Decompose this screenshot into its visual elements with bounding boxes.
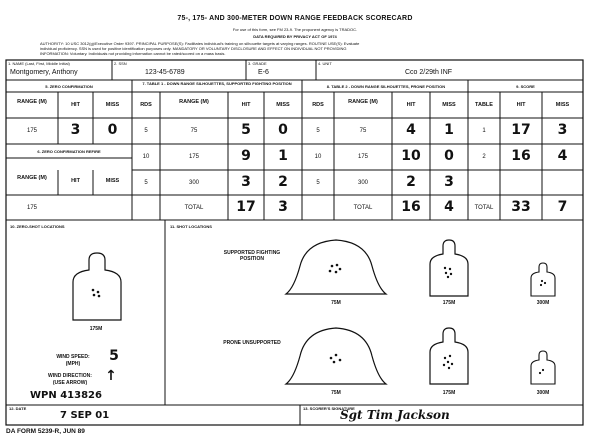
privacy-title: DATA REQUIRED BY PRIVACY ACT OF 1974 xyxy=(253,34,337,39)
use-line: For use of this form, see FM 23-9. The proponent agency is TRADOC. xyxy=(232,27,358,32)
s7-row-3-hit[interactable]: 3 xyxy=(241,174,251,190)
ssn-field[interactable]: 123-45-6789 xyxy=(145,69,185,76)
s5-range-value: 175 xyxy=(26,128,37,134)
s8-row-3-range: 300 xyxy=(357,180,368,186)
s7-row-1-hit[interactable]: 5 xyxy=(241,122,251,138)
privacy-text-2: individual proficiency. SSN is used for positive identification purposes only. MANDATORY OR VOLUNTARY DISCLOSURE AND EFFECT ON INDIVIDUAL NOT PROVIDING xyxy=(40,46,347,51)
wind-direction-arrow[interactable]: ↑ xyxy=(105,368,117,384)
s8-row-2-rds: 10 xyxy=(314,154,322,160)
s7-col-rds: RDS xyxy=(140,102,152,108)
signature-label: 13. SCORER'S SIGNATURE xyxy=(303,406,355,411)
s8-row-3-miss[interactable]: 3 xyxy=(444,174,454,190)
s8-row-3-hit[interactable]: 2 xyxy=(406,174,416,190)
wind-speed-unit: (MPH) xyxy=(65,361,81,367)
wind-direction-sub: (USE ARROW) xyxy=(52,380,88,386)
s9-row-2-table: 2 xyxy=(482,154,486,160)
supported-position-label: SUPPORTED FIGHTING POSITION xyxy=(223,250,281,262)
date-field[interactable]: 7 SEP 01 xyxy=(60,410,110,421)
s8-row-2-miss[interactable]: 0 xyxy=(444,148,454,164)
section-10-label: 10. ZERO-SHOT LOCATIONS xyxy=(10,224,65,229)
weapon-note: WPN 413826 xyxy=(30,390,102,401)
target-300m-supported[interactable] xyxy=(528,262,558,298)
s7-row-3-range: 300 xyxy=(188,180,199,186)
s7-col-range: RANGE (M) xyxy=(179,99,209,105)
s5-col-miss: MISS xyxy=(105,102,120,108)
s9-total-label: TOTAL xyxy=(474,205,494,211)
prone-300m-label: 300M xyxy=(536,390,550,396)
s8-total-hit[interactable]: 16 xyxy=(401,199,421,215)
date-label: 12. DATE xyxy=(9,406,27,411)
section-7-label: 7. TABLE 1 - DOWN RANGE SILHOUETTES, SUPPORTED FIGHTING POSITION xyxy=(142,81,292,86)
s8-row-1-hit[interactable]: 4 xyxy=(406,122,416,138)
s8-row-1-range: 75 xyxy=(359,128,367,134)
grade-label: 3. GRADE xyxy=(248,61,267,66)
s7-total-label: TOTAL xyxy=(184,205,204,211)
supported-300m-label: 300M xyxy=(536,300,550,306)
s7-row-2-range: 175 xyxy=(188,154,199,160)
supported-175m-label: 175M xyxy=(442,300,456,306)
privacy-text-3: INFORMATION: Voluntary. Individuals not providing information cannot be rated/scored on a mass basis. xyxy=(40,51,226,56)
section-6-label: 6. ZERO CONFIRMATION REFIRE xyxy=(37,149,101,154)
s5-col-range: RANGE (M) xyxy=(17,99,47,105)
s7-total-miss[interactable]: 3 xyxy=(278,199,288,215)
name-field[interactable]: Montgomery, Anthony xyxy=(10,69,78,76)
s5-miss-field[interactable]: 0 xyxy=(107,122,118,138)
s9-row-1-table: 1 xyxy=(482,128,486,134)
s7-row-2-hit[interactable]: 9 xyxy=(241,148,251,164)
s9-row-2-hit[interactable]: 16 xyxy=(511,148,531,164)
s8-row-2-range: 175 xyxy=(357,154,368,160)
s8-col-hit: HIT xyxy=(406,102,416,108)
s6-range-value: 175 xyxy=(26,205,37,211)
privacy-text-1: AUTHORITY: 10 USC 3012(g)/Executive Order 9397. PRINCIPAL PURPOSE(S): Facilitates individual's training on silhouette targets at varying ranges. ROUTINE USE(S): Evaluate xyxy=(40,41,360,46)
section-9-label: 9. SCORE xyxy=(516,84,535,89)
unit-field[interactable]: Cco 2/29th INF xyxy=(405,69,453,76)
target-75m-supported[interactable] xyxy=(284,236,388,296)
s7-row-2-rds: 10 xyxy=(142,154,150,160)
s8-total-miss[interactable]: 4 xyxy=(444,199,454,215)
s8-row-1-rds: 5 xyxy=(316,128,320,134)
s7-total-hit[interactable]: 17 xyxy=(236,199,256,215)
prone-175m-label: 175M xyxy=(442,390,456,396)
target-175m-supported[interactable] xyxy=(426,238,472,298)
form-title: 75-, 175- AND 300-METER DOWN RANGE FEEDBACK SCORECARD xyxy=(177,15,413,22)
zero-target-175m[interactable] xyxy=(68,250,126,322)
form-id: DA FORM 5239-R, JUN 89 xyxy=(6,428,85,435)
s6-col-miss: MISS xyxy=(105,178,120,184)
s5-col-hit: HIT xyxy=(71,102,80,108)
s6-col-range: RANGE (M) xyxy=(17,175,47,181)
grade-field[interactable]: E-6 xyxy=(258,69,269,76)
s9-row-2-miss[interactable]: 4 xyxy=(557,148,568,164)
s8-total-label: TOTAL xyxy=(353,205,373,211)
s7-row-3-miss[interactable]: 2 xyxy=(278,174,288,190)
zero-target-label: 175M xyxy=(89,326,103,332)
target-175m-prone[interactable] xyxy=(426,326,472,386)
s7-col-miss: MISS xyxy=(276,102,290,108)
s7-row-1-range: 75 xyxy=(190,128,198,134)
s8-col-range: RANGE (M) xyxy=(348,99,378,105)
target-75m-prone[interactable] xyxy=(284,324,388,386)
name-label: 1. NAME (Last, First, Middle Initial) xyxy=(8,61,70,66)
s8-row-3-rds: 5 xyxy=(316,180,320,186)
s8-row-1-miss[interactable]: 1 xyxy=(444,122,454,138)
section-8-label: 8. TABLE 2 - DOWN RANGE SILHOUETTES, PRONE POSITION xyxy=(326,84,446,89)
wind-direction-label: WIND DIRECTION: xyxy=(48,373,92,379)
s8-col-rds: RDS xyxy=(312,102,324,108)
s7-col-hit: HIT xyxy=(241,102,251,108)
unit-label: 4. UNIT xyxy=(318,61,332,66)
s7-row-3-rds: 5 xyxy=(144,180,148,186)
s9-total-miss[interactable]: 7 xyxy=(557,199,568,215)
s8-col-miss: MISS xyxy=(442,102,456,108)
s7-row-2-miss[interactable]: 1 xyxy=(278,148,288,164)
s7-row-1-rds: 5 xyxy=(144,128,148,134)
prone-75m-label: 75M xyxy=(331,390,341,396)
target-300m-prone[interactable] xyxy=(528,350,558,386)
s6-col-hit: HIT xyxy=(71,178,80,184)
ssn-label: 2. SSN xyxy=(114,61,127,66)
prone-position-label: PRONE UNSUPPORTED xyxy=(223,340,281,346)
supported-75m-label: 75M xyxy=(331,300,341,306)
section-5-label: 5. ZERO CONFIRMATION xyxy=(45,84,93,89)
s9-total-hit[interactable]: 33 xyxy=(511,199,531,215)
s5-hit-field[interactable]: 3 xyxy=(70,122,81,138)
s8-row-2-hit[interactable]: 10 xyxy=(401,148,421,164)
scorer-signature[interactable]: Sgt Tim Jackson xyxy=(340,408,450,422)
section-11-label: 11. SHOT LOCATIONS xyxy=(170,224,212,229)
s9-col-hit: HIT xyxy=(516,102,526,108)
wind-speed-field[interactable]: 5 xyxy=(109,348,119,364)
s9-col-table: TABLE xyxy=(475,102,493,108)
s7-row-1-miss[interactable]: 0 xyxy=(278,122,288,138)
s9-col-miss: MISS xyxy=(555,102,570,108)
s9-row-1-miss[interactable]: 3 xyxy=(557,122,568,138)
wind-speed-label: WIND SPEED: xyxy=(56,354,90,360)
s9-row-1-hit[interactable]: 17 xyxy=(511,122,531,138)
